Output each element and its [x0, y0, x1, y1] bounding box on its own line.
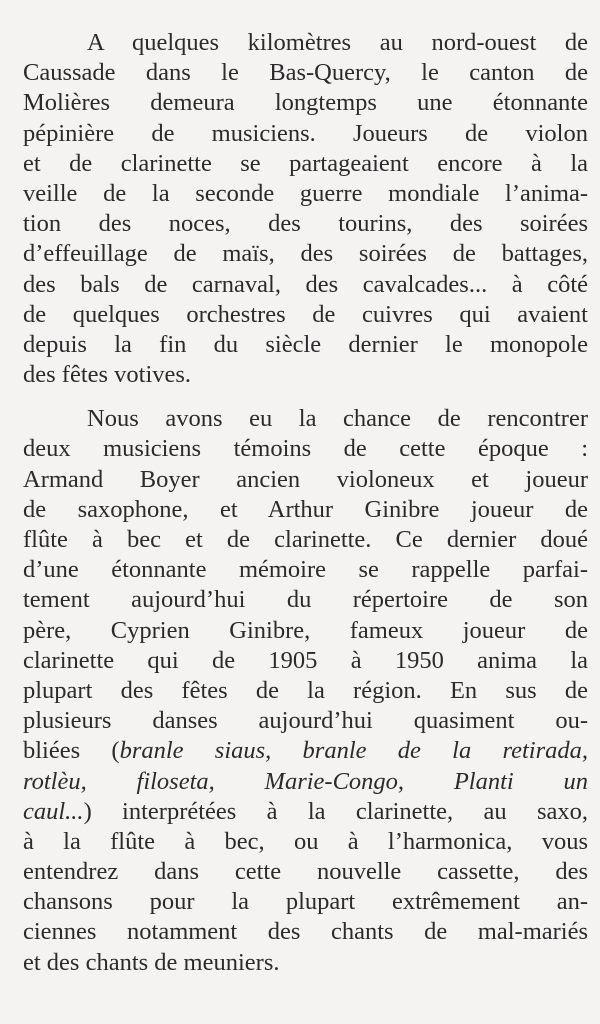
- text-line: et de clarinette se partageaient encore à la: [23, 149, 588, 177]
- text-line: plusieurs danses aujourd’hui quasiment ou-: [23, 707, 588, 735]
- text-segment: bliées (: [23, 737, 120, 765]
- text-line: Nous avons eu la chance de rencontrer: [87, 405, 588, 433]
- text-line: deux musiciens témoins de cette époque :: [23, 435, 588, 463]
- text-line: depuis la fin du siècle dernier le monopole: [23, 330, 588, 358]
- text-line: plupart des fêtes de la région. En sus de: [23, 676, 588, 704]
- italic-dance-names: caul...: [23, 797, 84, 825]
- italic-dance-names: rotlèu, filoseta, Marie-Congo, Planti un: [23, 767, 588, 795]
- text-line: de quelques orchestres de cuivres qui avaient: [23, 300, 588, 328]
- text-line: veille de la seconde guerre mondiale l’anima-: [23, 179, 588, 207]
- text-line: des fêtes votives.: [23, 361, 192, 389]
- text-segment: ) interprétées à la clarinette, au saxo,: [83, 797, 588, 825]
- text-line: d’une étonnante mémoire se rappelle parfai-: [23, 556, 588, 584]
- italic-dance-names: branle siaus, branle de la retirada,: [119, 737, 588, 765]
- text-line: chansons pour la plupart extrêmement an-: [23, 888, 588, 916]
- text-line: Caussade dans le Bas-Quercy, le canton de: [23, 59, 588, 87]
- text-line: [23, 767, 588, 797]
- text-line: ciennes notamment des chants de mal-mariés: [23, 918, 588, 946]
- text-line: [23, 797, 588, 827]
- text-line: pépinière de musiciens. Joueurs de violon: [23, 119, 588, 147]
- text-line: clarinette qui de 1905 à 1950 anima la: [23, 646, 588, 674]
- text-line: entendrez dans cette nouvelle cassette, des: [23, 858, 588, 886]
- paragraph-1: [23, 28, 588, 390]
- text-line: tement aujourd’hui du répertoire de son: [23, 586, 588, 614]
- text-line: Molières demeura longtemps une étonnante: [23, 89, 588, 117]
- text-line: des bals de carnaval, des cavalcades... à côté: [23, 270, 588, 298]
- text-line: père, Cyprien Ginibre, fameux joueur de: [23, 616, 588, 644]
- paragraph-2: [23, 404, 588, 978]
- text-line: à la flûte à bec, ou à l’harmonica, vous: [23, 827, 588, 855]
- text-line: de saxophone, et Arthur Ginibre joueur de: [23, 495, 588, 523]
- text-line: et des chants de meuniers.: [23, 948, 280, 976]
- text-line: tion des noces, des tourins, des soirées: [23, 210, 588, 238]
- text-line: Armand Boyer ancien violoneux et joueur: [23, 465, 588, 493]
- text-line: d’effeuillage de maïs, des soirées de battages,: [23, 240, 588, 268]
- text-line: flûte à bec et de clarinette. Ce dernier doué: [23, 526, 588, 553]
- text-line: [23, 736, 588, 766]
- text-line: A quelques kilomètres au nord-ouest de: [87, 29, 588, 56]
